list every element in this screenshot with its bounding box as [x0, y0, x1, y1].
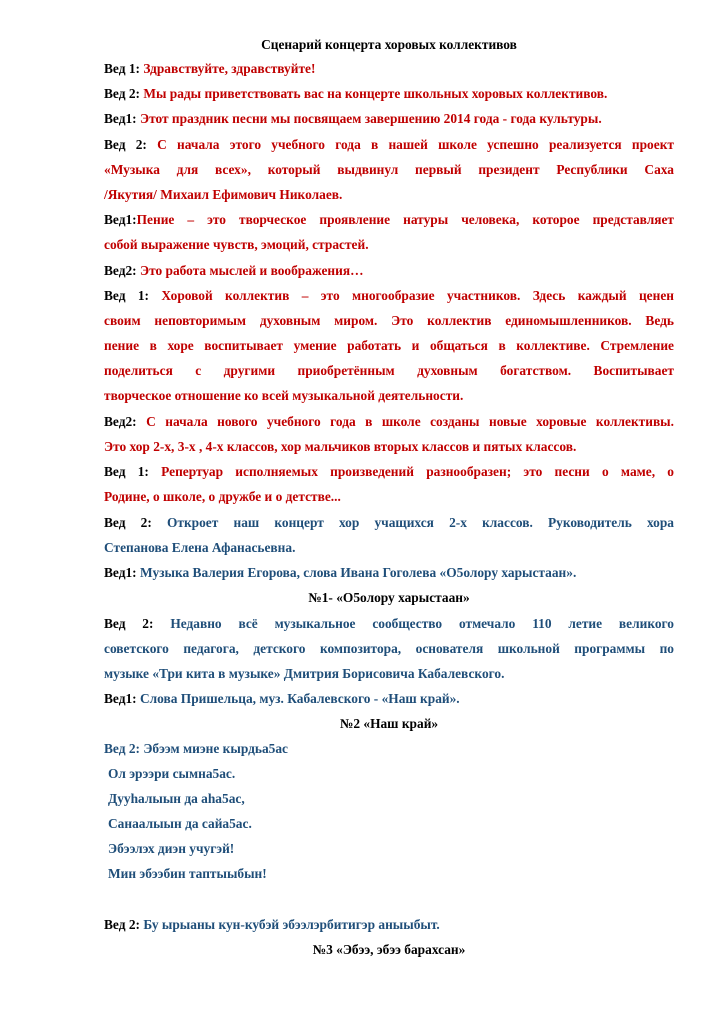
song-heading-1: №1- «О5олору харыстаан»	[308, 590, 470, 605]
line-3	[104, 110, 602, 128]
line-text: Бу ырыаны кун-кубэй эбээлэрбитигэр аныыбыт.	[143, 917, 440, 932]
line-2	[104, 85, 607, 103]
line-20: Степанова Елена Афанасьевна.	[104, 540, 296, 555]
line-23	[104, 615, 674, 633]
line-25: музыке «Три кита в музыке» Дмитрия Борисовича Кабалевского.	[104, 666, 505, 681]
speaker-label: Вед 2:	[104, 515, 167, 530]
speaker-label: Вед 2:	[104, 86, 144, 101]
song-heading-2: №2 «Наш край»	[339, 716, 439, 731]
line-34	[104, 916, 440, 934]
line-17	[104, 463, 674, 481]
line-14: творческое отношение ко всей музыкальной деятельности.	[104, 388, 464, 403]
line-text: Откроет наш концерт хор учащихся 2-х классов. Руководитель хора	[166, 515, 674, 530]
document-title: Сценарий концерта хоровых коллективов	[261, 37, 517, 52]
line-text: Мы рады приветствовать вас на концерте школьных хоровых коллективов.	[143, 86, 608, 101]
line-12: пение в хоре воспитывает умение работать и общаться в коллективе. Стремление	[104, 338, 674, 353]
line-7	[104, 211, 674, 229]
poem-line-1: Вед 2: Эбээм миэне кырдьа5ас	[104, 741, 288, 756]
line-26	[104, 690, 460, 708]
poem-line-3: Дууhалыын да аhа5ас,	[108, 791, 245, 806]
speaker-label: Вед1:	[104, 212, 137, 227]
line-4	[104, 136, 674, 154]
line-text: Репертуар исполняемых произведений разнообразен; это песни о маме, о	[161, 464, 674, 479]
speaker-label: Вед 2:	[104, 616, 171, 631]
line-16: Это хор 2-х, 3-х , 4-х классов, хор мальчиков вторых классов и пятых классов.	[104, 439, 577, 454]
line-11: своим неповторимым духовным миром. Это коллектив единомышленников. Ведь	[104, 313, 674, 328]
poem-line-6: Мин эбээбин таптыыбын!	[108, 866, 267, 881]
line-text: Музыка Валерия Егорова, слова Ивана Гоголева «О5олору харыстаан».	[139, 565, 577, 580]
line-24: советского педагога, детского композитора, основателя школьной программы по	[104, 641, 674, 656]
line-18: Родине, о школе, о дружбе и о детстве...	[104, 489, 341, 504]
speaker-label: Вед2:	[104, 263, 140, 278]
speaker-label: Вед2:	[104, 414, 147, 429]
line-text: С начала этого учебного года в нашей школе успешно реализуется проект	[157, 137, 674, 152]
speaker-label: Вед 1:	[104, 288, 162, 303]
speaker-label: Вед1:	[104, 691, 140, 706]
line-text: Слова Пришельца, муз. Кабалевского - «Наш край».	[139, 691, 460, 706]
line-text: Недавно всё музыкальное сообщество отмечало 110 летие великого	[170, 616, 675, 631]
speaker-label: Вед1:	[104, 565, 140, 580]
line-text: Здравствуйте, здравствуйте!	[143, 61, 316, 76]
line-5: «Музыка для всех», который выдвинул первый президент Республики Саха	[104, 162, 674, 177]
line-21	[104, 564, 576, 582]
speaker-label: Вед1:	[104, 111, 140, 126]
line-9	[104, 262, 364, 280]
line-text: Это работа мыслей и воображения…	[139, 263, 364, 278]
line-13: поделиться с другими приобретённым духовным богатством. Воспитывает	[104, 363, 674, 378]
speaker-label: Вед 2:	[104, 137, 158, 152]
speaker-label: Вед 1:	[104, 61, 144, 76]
line-8: собой выражение чувств, эмоций, страстей.	[104, 237, 369, 252]
poem-line-4: Санаалыын да сайа5ас.	[108, 816, 252, 831]
line-text: Пение – это творческое проявление натуры человека, которое представляет	[136, 212, 674, 227]
line-6: /Якутия/ Михаил Ефимович Николаев.	[104, 187, 343, 202]
song-heading-3: №3 «Эбээ, эбээ барахсан»	[312, 942, 466, 957]
line-15	[104, 413, 674, 431]
line-text: Хоровой коллектив – это многообразие участников. Здесь каждый ценен	[161, 288, 674, 303]
poem-line-5: Эбээлэх диэн учугэй!	[108, 841, 235, 856]
line-text: С начала нового учебного года в школе созданы новые хоровые коллективы.	[146, 414, 674, 429]
line-19	[104, 514, 674, 532]
poem-line-2: Ол эрээри сымна5ас.	[108, 766, 236, 781]
line-10	[104, 287, 674, 305]
speaker-label: Вед 2:	[104, 917, 144, 932]
line-text: Этот праздник песни мы посвящаем завершению 2014 года - года культуры.	[139, 111, 602, 126]
speaker-label: Вед 1:	[104, 464, 162, 479]
line-1	[104, 60, 315, 78]
